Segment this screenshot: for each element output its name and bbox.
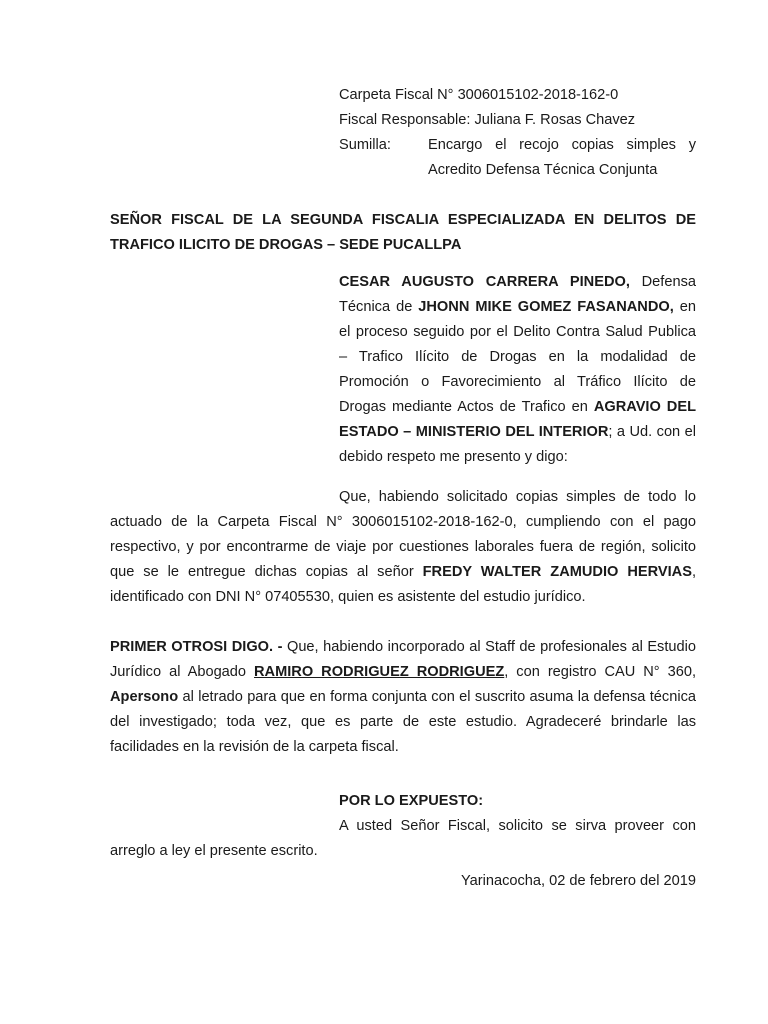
body1-text-2: , identificado con DNI N° 07405530, quien es asistente del estudio jurídico.: [110, 564, 697, 605]
carpeta-fiscal: Carpeta Fiscal N° 3006015102-2018-162-0: [339, 87, 619, 103]
otrosi-label: PRIMER OTROSI DIGO. -: [110, 639, 283, 655]
client-name: JHONN MIKE GOMEZ FASANANDO,: [418, 299, 674, 315]
sumilla-text: Encargo el recojo copias simples y Acredito Defensa Técnica Conjunta: [428, 137, 696, 178]
agraviado: AGRAVIO DEL ESTADO – MINISTERIO DEL INTERIOR: [339, 399, 696, 440]
lawyer-name: RAMIRO RODRIGUEZ RODRIGUEZ: [254, 664, 505, 680]
closing-paragraph: A usted Señor Fiscal, solicito se sirva proveer con arreglo a ley el presente escrito.: [110, 818, 696, 859]
body1-text-1: Que, habiendo solicitado copias simples de todo lo actuado de la Carpeta Fiscal N° 3006015102-2018-162-0, cumpliendo con el pago respectivo, y por encontrarme de viaje por cuestiones laborales fuera de región, solicito que se le entregue dichas copias al señor: [110, 489, 696, 580]
otrosi-text-1: Que, habiendo incorporado al Staff de profesionales al Estudio Jurídico al Abogado: [110, 639, 696, 680]
closing-label: POR LO EXPUESTO:: [339, 793, 484, 809]
intro-text-3: ; a Ud. con el debido respeto me presento y digo:: [339, 424, 696, 465]
intro-text-1: Defensa Técnica de: [339, 274, 696, 315]
document-header: [339, 83, 696, 183]
otrosi-paragraph: [110, 635, 696, 760]
intro-text-2: en el proceso seguido por el Delito Contra Salud Publica – Trafico Ilícito de Drogas en la modalidad de Promoción o Favorecimiento al Tráfico Ilícito de Drogas mediante Actos de Trafico en: [339, 299, 696, 415]
apersono-word: Apersono: [110, 689, 179, 705]
attorney-name: CESAR AUGUSTO CARRERA PINEDO,: [339, 274, 630, 290]
sumilla: [339, 133, 696, 183]
sumilla-label: Sumilla:: [339, 137, 391, 153]
document-date: Yarinacocha, 02 de febrero del 2019: [460, 873, 696, 889]
otrosi-text-2: , con registro CAU N° 360,: [504, 664, 696, 680]
assistant-name: FREDY WALTER ZAMUDIO HERVIAS: [422, 564, 692, 580]
intro-paragraph: [339, 270, 696, 470]
otrosi-text-3: al letrado para que en forma conjunta con el suscrito asuma la defensa técnica del investigado; toda vez, que es parte de este estudio. Agradeceré brindarle las facilidades en la revisión de la carpeta fiscal.: [110, 689, 696, 755]
body-paragraph-1: [110, 485, 696, 610]
addressee-heading: SEÑOR FISCAL DE LA SEGUNDA FISCALIA ESPECIALIZADA EN DELITOS DE TRAFICO ILICITO DE DROGAS – SEDE PUCALLPA: [110, 212, 696, 253]
fiscal-responsable: Fiscal Responsable: Juliana F. Rosas Chavez: [339, 112, 636, 128]
